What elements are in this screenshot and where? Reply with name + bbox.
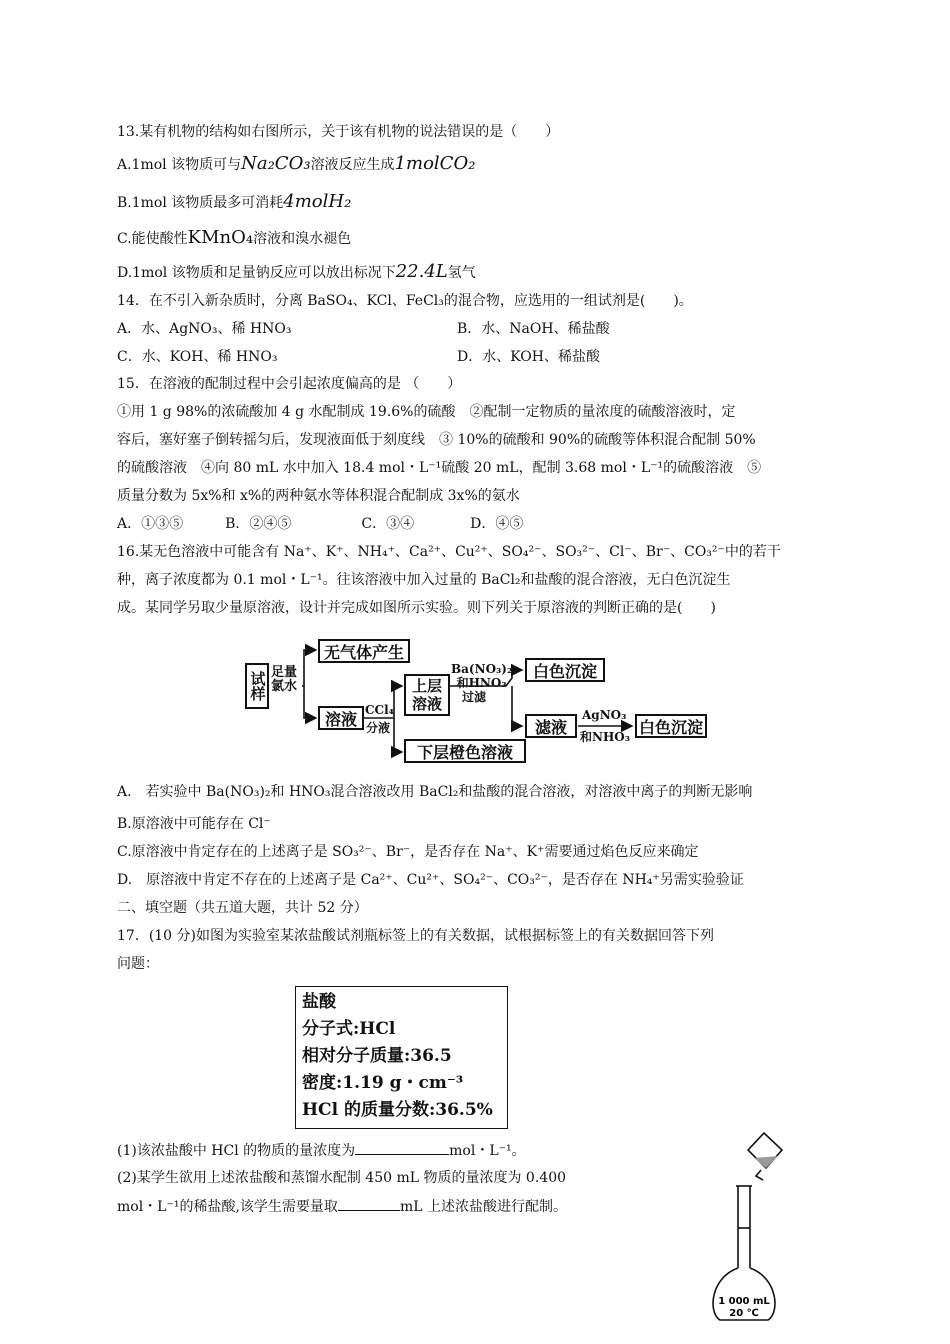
q13-stem: 13.某有机物的结构如右图所示，关于该有机物的说法错误的是（ ） — [117, 124, 560, 140]
label-name: 盐酸 — [302, 992, 336, 1012]
q17-p2-blank — [338, 1196, 400, 1211]
q13-d-post: 氢气 — [447, 265, 476, 281]
flow-no-gas-box: 无气体产生 — [318, 639, 410, 663]
q15-line-2: 容后，塞好塞子倒转摇匀后，发现液面低于刻度线 ③ 10%的硫酸和 90%的硫酸等体积混合配制 50% — [117, 432, 756, 448]
q17-p1-pre: (1)该浓盐酸中 HCl 的物质的量浓度为 — [117, 1143, 356, 1159]
q13-d-pre: D.1mol 该物质和足量钠反应可以放出标况下 — [117, 265, 396, 281]
flow-filtrate-box: 滤液 — [525, 714, 577, 738]
q13-option-b — [117, 192, 351, 213]
label-mass-fraction: HCl 的质量分数:36.5% — [302, 1100, 493, 1120]
q17-part-2-line-2 — [117, 1196, 567, 1217]
q13-a-math1: Na₂CO₃ — [241, 153, 311, 174]
q16-option-c: C.原溶液中肯定存在的上述离子是 SO₃²⁻、Br⁻，是否存在 Na⁺、K⁺需要通过焰色反应来确定 — [117, 844, 699, 860]
q15-options: A．①③⑤ B．②④⑤ C．③④ D．④⑤ — [117, 516, 524, 532]
flow-reagent2 — [451, 662, 512, 690]
q13-b-pre: B.1mol 该物质最多可消耗 — [117, 195, 284, 211]
q16-line-2: 种，离子浓度都为 0.1 mol・L⁻¹。往该溶液中加入过量的 BaCl₂和盐酸的混合溶液，无白色沉淀生 — [117, 572, 731, 588]
q13-b-math: 4molH₂ — [283, 191, 352, 212]
flow-reagent1-line1: 足量 — [271, 665, 298, 680]
flow-reagent2-line2: 和HNO₃ — [456, 676, 507, 690]
flow-ccl4-label: CCl₄ — [365, 703, 394, 717]
q13-option-a — [117, 154, 475, 175]
section-2-heading: 二、填空题（共五道大题，共计 52 分） — [117, 900, 368, 916]
flow-sample-label: 试样 — [248, 671, 267, 701]
flow-reagent1-line2: 氯水 — [271, 679, 298, 694]
volumetric-flask-illustration — [700, 1128, 790, 1332]
q15-stem: 15．在溶液的配制过程中会引起浓度偏高的是 （ ） — [117, 376, 462, 392]
q13-c-post: 溶液和溴水褪色 — [253, 231, 352, 247]
flow-solution-box: 溶液 — [318, 706, 364, 730]
flow-white-ppt2-box: 白色沉淀 — [635, 714, 707, 738]
q13-a-math2: 1molCO₂ — [394, 153, 476, 174]
q17-p2-post: mL 上述浓盐酸进行配制。 — [399, 1199, 567, 1215]
flow-reagent3-line2: 和NHO₃ — [580, 730, 631, 744]
flow-sample-box — [245, 663, 269, 709]
flow-reagent1 — [271, 666, 297, 694]
q14-option-a: A．水、AgNO₃、稀 HNO₃ — [117, 321, 292, 337]
q13-option-d — [117, 262, 476, 283]
q14-stem: 14．在不引入新杂质时，分离 BaSO₄、KCl、FeCl₃的混合物，应选用的一组试剂是( )。 — [117, 293, 693, 309]
q16-line-1: 16.某无色溶液中可能含有 Na⁺、K⁺、NH₄⁺、Ca²⁺、Cu²⁺、SO₄²⁻、SO₃²⁻、Cl⁻、Br⁻、CO₃²⁻中的若干 — [117, 544, 781, 560]
q16-option-a: A. 若实验中 Ba(NO₃)₂和 HNO₃混合溶液改用 BaCl₂和盐酸的混合溶液，对溶液中离子的判断无影响 — [117, 784, 753, 800]
q16-option-d: D. 原溶液中肯定不存在的上述离子是 Ca²⁺、Cu²⁺、SO₄²⁻、CO₃²⁻，是否存在 NH₄⁺另需实验验证 — [117, 872, 744, 888]
flow-reagent3-line1: AgNO₃ — [582, 708, 627, 722]
q17-p2-pre: mol・L⁻¹的稀盐酸,该学生需要量取 — [117, 1199, 338, 1215]
q14-option-b: B．水、NaOH、稀盐酸 — [457, 321, 610, 337]
flow-separate-label: 分液 — [366, 721, 391, 735]
q17-part-2-line-1: (2)某学生欲用上述浓盐酸和蒸馏水配制 450 mL 物质的量浓度为 0.400 — [117, 1170, 567, 1186]
q13-d-math: 22.4L — [395, 261, 448, 282]
q16-line-3: 成。某同学另取少量原溶液，设计并完成如图所示实验。则下列关于原溶液的判断正确的是( ) — [117, 600, 716, 616]
flask-icon — [700, 1128, 790, 1328]
flow-lower-box: 下层橙色溶液 — [404, 739, 526, 763]
q13-option-c — [117, 228, 351, 249]
flow-filter-label: 过滤 — [462, 690, 487, 704]
q13-c-pre: C.能使酸性 — [117, 231, 188, 247]
q15-line-3: 的硫酸溶液 ④向 80 mL 水中加入 18.4 mol・L⁻¹硫酸 20 mL，配制 3.68 mol・L⁻¹的硫酸溶液 ⑤ — [117, 460, 762, 476]
q15-line-4: 质量分数为 5x%和 x%的两种氨水等体积混合配制成 3x%的氨水 — [117, 488, 520, 504]
q17-p1-post: mol・L⁻¹。 — [449, 1143, 526, 1159]
flask-temp-label: 20 ℃ — [729, 1308, 759, 1319]
flow-reagent2-line1: Ba(NO₃)₂ — [451, 662, 513, 676]
q17-p1-blank — [355, 1140, 449, 1155]
q17-line-1: 17．(10 分)如图为实验室某浓盐酸试剂瓶标签上的有关数据，试根据标签上的有关数据回答下列 — [117, 928, 715, 944]
flask-volume-label: 1 000 mL — [718, 1296, 770, 1307]
label-molar-mass: 相对分子质量:36.5 — [302, 1046, 452, 1066]
q14-option-d: D．水、KOH、稀盐酸 — [457, 349, 600, 365]
flow-white-ppt1-box: 白色沉淀 — [525, 658, 605, 682]
flow-upper-box: 上层溶液 — [404, 674, 450, 716]
label-density: 密度:1.19 g・cm⁻³ — [302, 1073, 464, 1093]
q14-option-c: C．水、KOH、稀 HNO₃ — [117, 349, 278, 365]
q13-a-pre: A.1mol 该物质可与 — [117, 157, 242, 173]
q13-a-mid: 溶液反应生成 — [310, 157, 395, 173]
q17-part-1 — [117, 1140, 526, 1161]
q16-option-b: B.原溶液中可能存在 Cl⁻ — [117, 816, 271, 832]
q15-line-1: ①用 1 g 98%的浓硫酸加 4 g 水配制成 19.6%的硫酸 ②配制一定物质的量浓度的硫酸溶液时，定 — [117, 404, 736, 420]
q13-c-math: KMnO₄ — [187, 227, 254, 248]
label-formula: 分子式:HCl — [302, 1019, 396, 1039]
q17-line-2: 问题： — [117, 956, 159, 972]
experiment-flowchart — [244, 636, 714, 768]
reagent-label — [295, 986, 508, 1129]
